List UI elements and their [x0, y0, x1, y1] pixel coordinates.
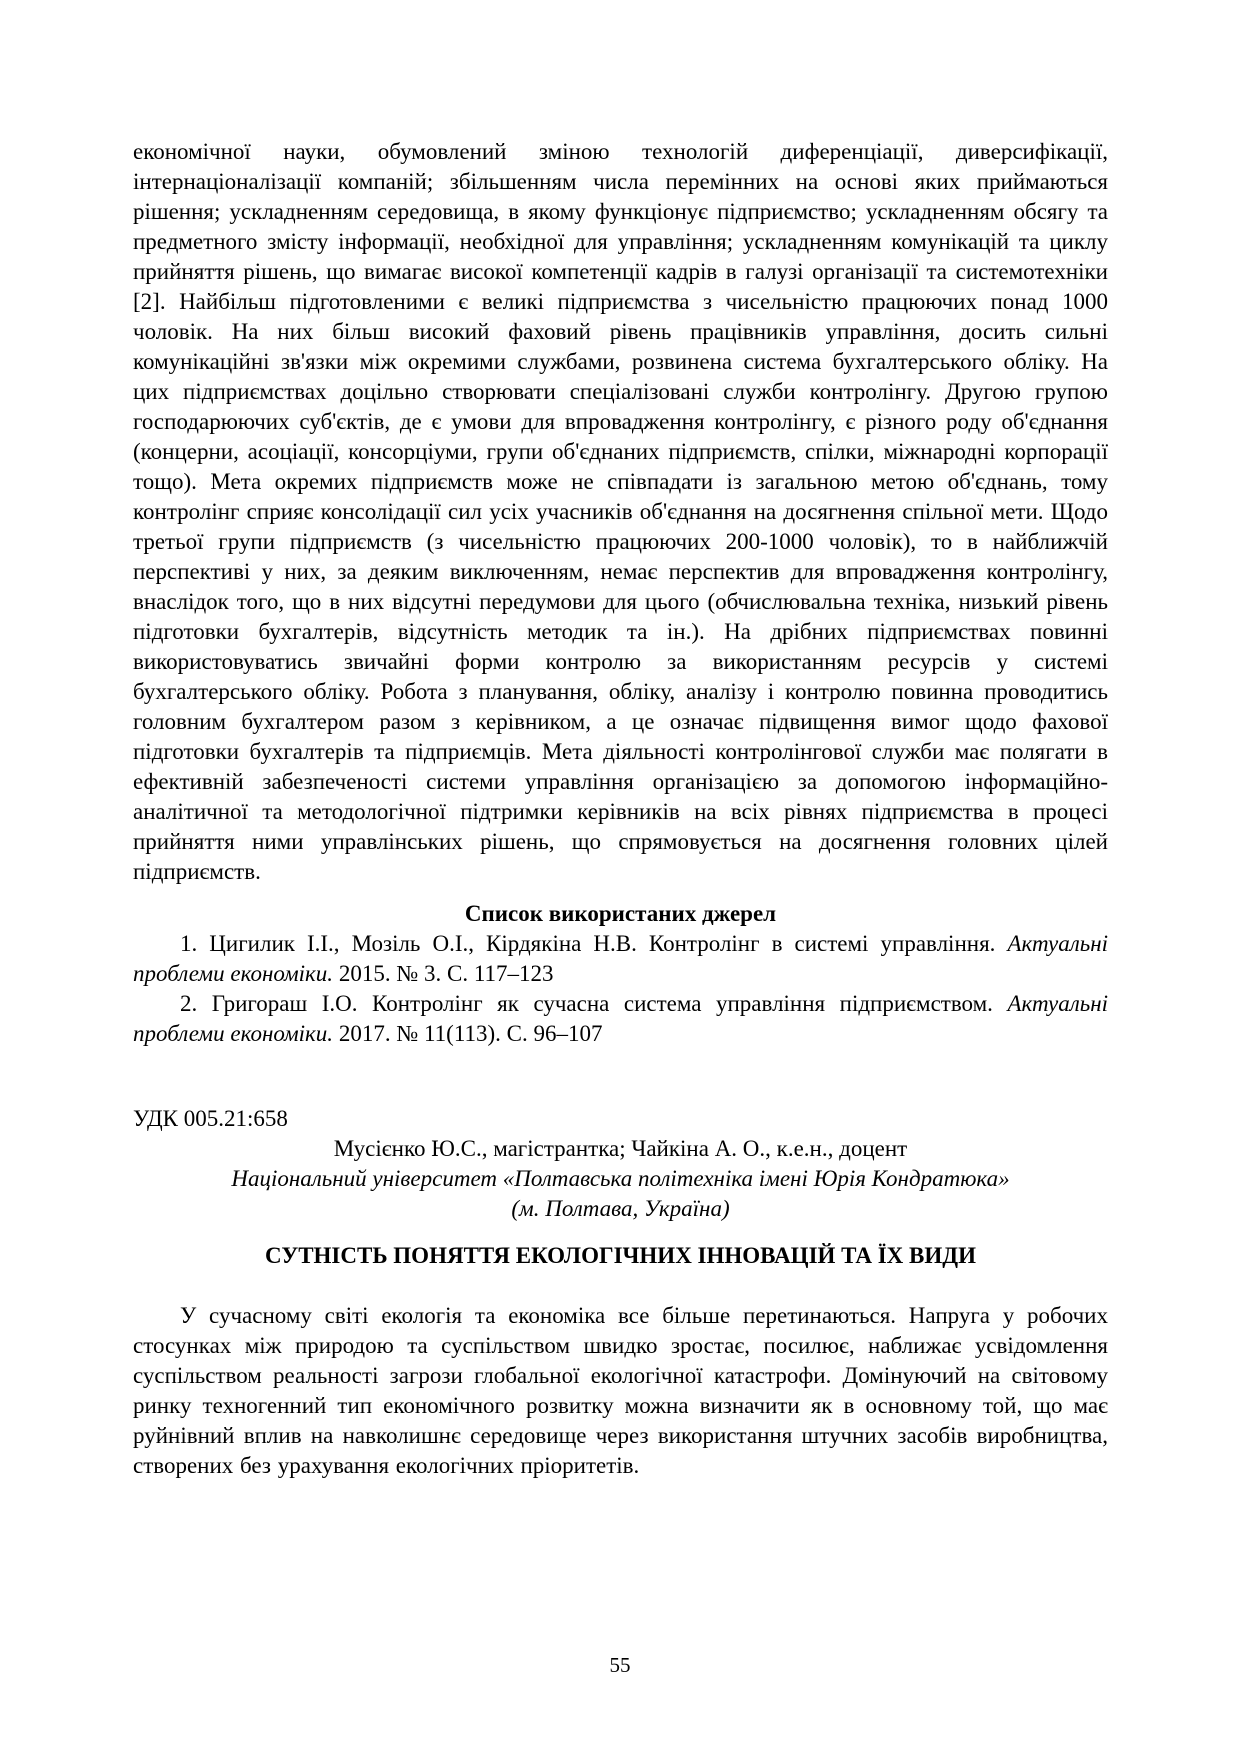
reference-issue: 2015. № 3. С. 117–123	[333, 961, 554, 986]
reference-text: 1. Цигилик І.І., Мозіль О.І., Кірдякіна Н.В. Контролінг в системі управління.	[180, 931, 1008, 956]
article-intro-paragraph: У сучасному світі екологія та економіка все більше перетинаються. Напруга у робочих стосунках між природою та суспільством швидко зростає, посилює, наближає усвідомлення суспільством реальності загрози глобальної екологічної катастрофи. Домінуючий на світовому ринку техногенний тип економічного розвитку можна визначити як в основному той, що має руйнівний вплив на навколишнє середовище через використання штучних засобів виробництва, створених без урахування екологічних пріоритетів.	[133, 1303, 1108, 1478]
reference-journal: Актуальні проблеми економіки.	[133, 931, 1108, 986]
reference-text: 2. Григораш І.О. Контролінг як сучасна система управління підприємством.	[180, 991, 1008, 1016]
page-content	[133, 137, 1108, 1481]
body-paragraph: економічної науки, обумовлений зміною технологій диференціації, диверсифікації, інтернаціоналізації компаній; збільшенням числа перемінних на основі яких приймаються рішення; ускладненням середовища, в якому функціонує підприємство; ускладненням обсягу та предметного змісту інформації, необхідної для управління; ускладненням комунікацій та циклу прийняття рішень, що вимагає високої компетенції кадрів в галузі організації та системотехніки [2]. Найбільш підготовленими є великі підприємства з чисельністю працюючих понад 1000 чоловік. На них більш високий фаховий рівень працівників управління, досить сильні комунікаційні зв'язки між окремими службами, розвинена система бухгалтерського обліку. На цих підприємствах доцільно створювати спеціалізовані служби контролінгу. Другою групою господарюючих суб'єктів, де є умови для впровадження контролінгу, є різного роду об'єднання (концерни, асоціації, консорціуми, групи об'єднаних підприємств, спілки, міжнародні корпорації тощо). Мета окремих підприємств може не співпадати із загальною метою об'єднань, тому контролінг сприяє консолідації сил усіх учасників об'єднання на досягнення спільної мети. Щодо третьої групи підприємств (з чисельністю працюючих 200-1000 чоловік), то в найближчій перспективі у них, за деяким виключенням, немає перспектив для впровадження контролінгу, внаслідок того, що в них відсутні передумови для цього (обчислювальна техніка, низький рівень підготовки бухгалтерів, відсутність методик та ін.). На дрібних підприємствах повинні використовуватись звичайні форми контролю за використанням ресурсів у системі бухгалтерського обліку. Робота з планування, обліку, аналізу і контролю повинна проводитись головним бухгалтером разом з керівником, а це означає підвищення вимог щодо фахової підготовки бухгалтерів та підприємців. Мета діяльності контролінгової служби має полягати в ефективній забезпеченості системи управління організацією за допомогою інформаційно-аналітичної та методологічної підтримки керівників на всіх рівнях підприємства в процесі прийняття ними управлінських рішень, що спрямовується на досягнення головних цілей підприємств.	[133, 139, 1108, 884]
article-authors: Мусієнко Ю.С., магістрантка; Чайкіна А. О., к.е.н., доцент	[333, 1136, 908, 1161]
reference-journal: Актуальні проблеми економіки.	[133, 991, 1108, 1046]
article-affiliation: Національний університет «Полтавська політехніка імені Юрія Кондратюка»	[231, 1166, 1010, 1191]
reference-item	[133, 929, 1108, 989]
reference-item	[133, 989, 1108, 1049]
reference-issue: 2017. № 11(113). С. 96–107	[333, 1021, 603, 1046]
udc-code: УДК 005.21:658	[133, 1106, 288, 1131]
article-title: СУТНІСТЬ ПОНЯТТЯ ЕКОЛОГІЧНИХ ІННОВАЦІЙ ТА ЇХ ВИДИ	[265, 1243, 976, 1268]
article-location: (м. Полтава, Україна)	[511, 1196, 730, 1221]
references-heading: Список використаних джерел	[464, 901, 777, 926]
page-number: 55	[609, 1653, 631, 1677]
